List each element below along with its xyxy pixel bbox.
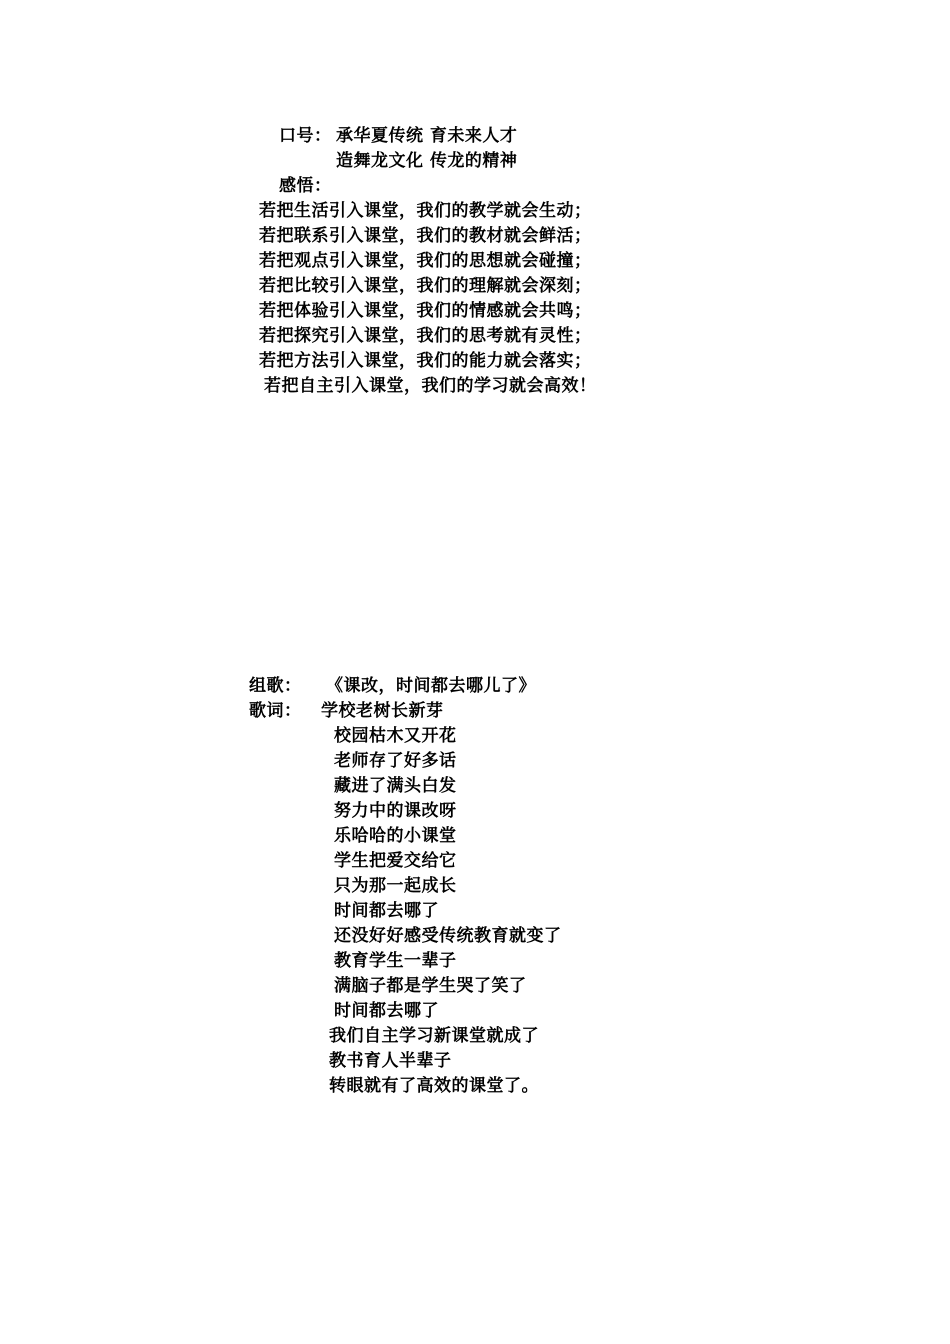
slogan-line-1: 承华夏传统 育未来人才	[336, 126, 518, 146]
lyric-line: 我们自主学习新课堂就成了	[329, 1026, 539, 1046]
lyric-line: 学校老树长新芽	[321, 701, 444, 721]
lyric-line: 时间都去哪了	[334, 901, 439, 921]
lyric-line: 只为那一起成长	[334, 876, 457, 896]
lyric-line: 时间都去哪了	[334, 1001, 439, 1021]
slogan-line-2: 造舞龙文化 传龙的精神	[336, 151, 518, 171]
lyric-line: 教育学生一辈子	[334, 951, 457, 971]
insight-line: 若把生活引入课堂，我们的教学就会生动；	[259, 201, 592, 221]
lyric-line: 转眼就有了高效的课堂了。	[329, 1076, 539, 1096]
lyric-line: 努力中的课改呀	[334, 801, 457, 821]
insight-line: 若把方法引入课堂，我们的能力就会落实；	[259, 351, 592, 371]
song-title: 《课改，时间都去哪儿了》	[326, 676, 536, 696]
lyric-line: 满脑子都是学生哭了笑了	[334, 976, 527, 996]
lyric-line: 还没好好感受传统教育就变了	[334, 926, 562, 946]
insight-line: 若把体验引入课堂，我们的情感就会共鸣；	[259, 301, 592, 321]
lyric-line: 老师存了好多话	[334, 751, 457, 771]
lyric-line: 教书育人半辈子	[329, 1051, 452, 1071]
insight-line: 若把观点引入课堂，我们的思想就会碰撞；	[259, 251, 592, 271]
insight-label: 感悟：	[279, 176, 332, 196]
lyric-line: 乐哈哈的小课堂	[334, 826, 457, 846]
lyric-line: 藏进了满头白发	[334, 776, 457, 796]
lyric-line: 校园枯木又开花	[334, 726, 457, 746]
lyrics-label: 歌词：	[249, 701, 302, 721]
lyric-line: 学生把爱交给它	[334, 851, 457, 871]
song-group-label: 组歌：	[249, 676, 302, 696]
insight-line: 若把联系引入课堂，我们的教材就会鲜活；	[259, 226, 592, 246]
insight-line: 若把探究引入课堂，我们的思考就有灵性；	[259, 326, 592, 346]
insight-line: 若把比较引入课堂，我们的理解就会深刻；	[259, 276, 592, 296]
slogan-label: 口号：	[279, 126, 332, 146]
insight-line: 若把自主引入课堂，我们的学习就会高效！	[264, 376, 597, 396]
